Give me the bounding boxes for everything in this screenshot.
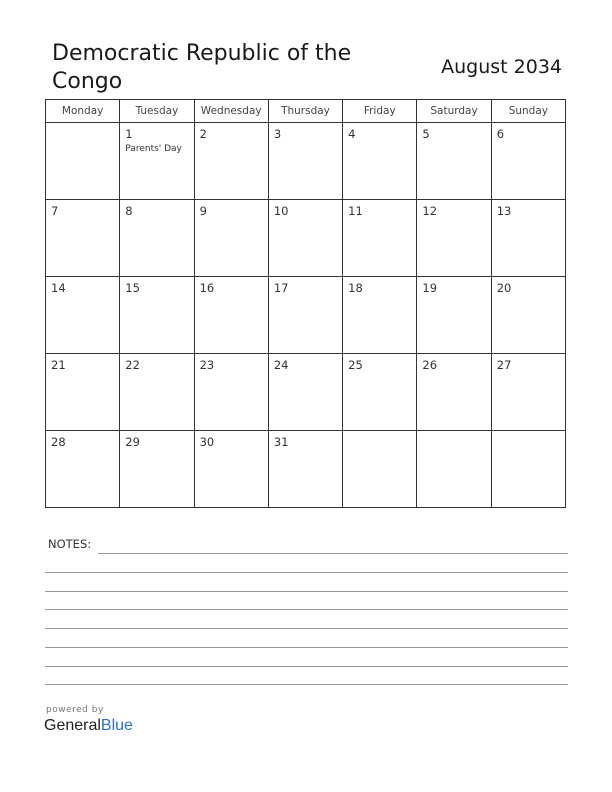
day-number: 17 xyxy=(273,281,289,295)
day-number: 24 xyxy=(273,358,289,372)
weekday-header: Friday xyxy=(343,100,417,123)
day-number: 21 xyxy=(51,358,66,372)
day-cell xyxy=(268,431,342,508)
day-cell xyxy=(46,200,120,277)
brand-general: General xyxy=(44,717,101,734)
day-number: 31 xyxy=(273,435,289,449)
day-cell xyxy=(491,200,565,277)
powered-by-text: powered by xyxy=(46,705,104,715)
page-title: Democratic Republic of the Congo xyxy=(52,41,352,94)
weekday-header-row xyxy=(46,100,566,123)
week-row xyxy=(46,123,566,200)
day-cell xyxy=(120,123,194,200)
day-cell xyxy=(343,123,417,200)
day-cell xyxy=(268,277,342,354)
day-number: 5 xyxy=(422,127,430,141)
day-number: 27 xyxy=(496,358,512,372)
weekday-header: Thursday xyxy=(268,100,342,123)
week-row xyxy=(46,277,566,354)
notes-line xyxy=(45,647,568,648)
day-number: 29 xyxy=(125,435,140,449)
day-number xyxy=(343,431,416,435)
day-number: 10 xyxy=(273,204,289,218)
brand-blue: Blue xyxy=(100,717,133,734)
day-number: 7 xyxy=(51,204,59,218)
day-number xyxy=(417,431,490,435)
weekday-header: Wednesday xyxy=(194,100,268,123)
day-cell xyxy=(491,277,565,354)
day-cell xyxy=(46,431,120,508)
day-number: 22 xyxy=(125,358,140,372)
day-cell xyxy=(417,200,491,277)
day-number: 1 xyxy=(125,127,133,141)
notes-line xyxy=(45,609,568,610)
month-year: August 2034 xyxy=(441,56,562,78)
day-cell xyxy=(343,354,417,431)
day-number: 30 xyxy=(199,435,215,449)
calendar-grid xyxy=(45,99,566,508)
day-cell xyxy=(46,277,120,354)
day-cell xyxy=(120,200,194,277)
day-cell xyxy=(491,354,565,431)
notes-label: NOTES: xyxy=(48,537,92,551)
day-cell xyxy=(46,354,120,431)
day-number: 15 xyxy=(125,281,140,295)
day-number: 26 xyxy=(422,358,438,372)
day-number: 8 xyxy=(125,204,133,218)
day-cell xyxy=(343,277,417,354)
day-cell xyxy=(120,277,194,354)
day-number: 11 xyxy=(348,204,363,218)
day-number: 23 xyxy=(199,358,215,372)
day-cell xyxy=(417,123,491,200)
day-number: 9 xyxy=(199,204,207,218)
day-number: 20 xyxy=(496,281,512,295)
day-cell xyxy=(343,431,417,508)
day-cell xyxy=(120,431,194,508)
generalblue-logo xyxy=(44,717,133,735)
day-cell xyxy=(120,354,194,431)
week-row xyxy=(46,354,566,431)
notes-line xyxy=(45,572,568,573)
day-number: 6 xyxy=(496,127,505,141)
notes-line xyxy=(45,591,568,592)
notes-line xyxy=(98,553,568,554)
day-cell xyxy=(268,123,342,200)
weekday-header: Monday xyxy=(46,100,120,123)
day-number: 16 xyxy=(199,281,215,295)
day-cell xyxy=(194,277,268,354)
day-cell xyxy=(268,200,342,277)
day-number: 2 xyxy=(199,127,207,141)
notes-line xyxy=(45,628,568,629)
holiday-label: Parents' Day xyxy=(125,144,182,154)
day-cell xyxy=(491,123,565,200)
day-number: 13 xyxy=(496,204,512,218)
day-cell xyxy=(194,200,268,277)
day-cell xyxy=(417,354,491,431)
week-row xyxy=(46,200,566,277)
weekday-header: Sunday xyxy=(491,100,565,123)
day-cell xyxy=(417,431,491,508)
weekday-header: Saturday xyxy=(417,100,491,123)
day-cell xyxy=(417,277,491,354)
day-cell xyxy=(194,123,268,200)
day-number: 18 xyxy=(348,281,363,295)
day-number: 14 xyxy=(51,281,66,295)
day-cell xyxy=(268,354,342,431)
day-cell xyxy=(194,431,268,508)
day-number: 3 xyxy=(273,127,282,141)
day-cell xyxy=(46,123,120,200)
day-number: 12 xyxy=(422,204,438,218)
day-number: 28 xyxy=(51,435,66,449)
day-number: 4 xyxy=(348,127,356,141)
weekday-header: Tuesday xyxy=(120,100,194,123)
week-row xyxy=(46,431,566,508)
notes-line xyxy=(45,666,568,667)
day-number: 19 xyxy=(422,281,438,295)
day-number xyxy=(46,123,119,127)
day-cell xyxy=(194,354,268,431)
day-cell xyxy=(491,431,565,508)
day-cell xyxy=(343,200,417,277)
day-number xyxy=(492,431,565,435)
notes-line xyxy=(45,684,568,685)
day-number: 25 xyxy=(348,358,363,372)
